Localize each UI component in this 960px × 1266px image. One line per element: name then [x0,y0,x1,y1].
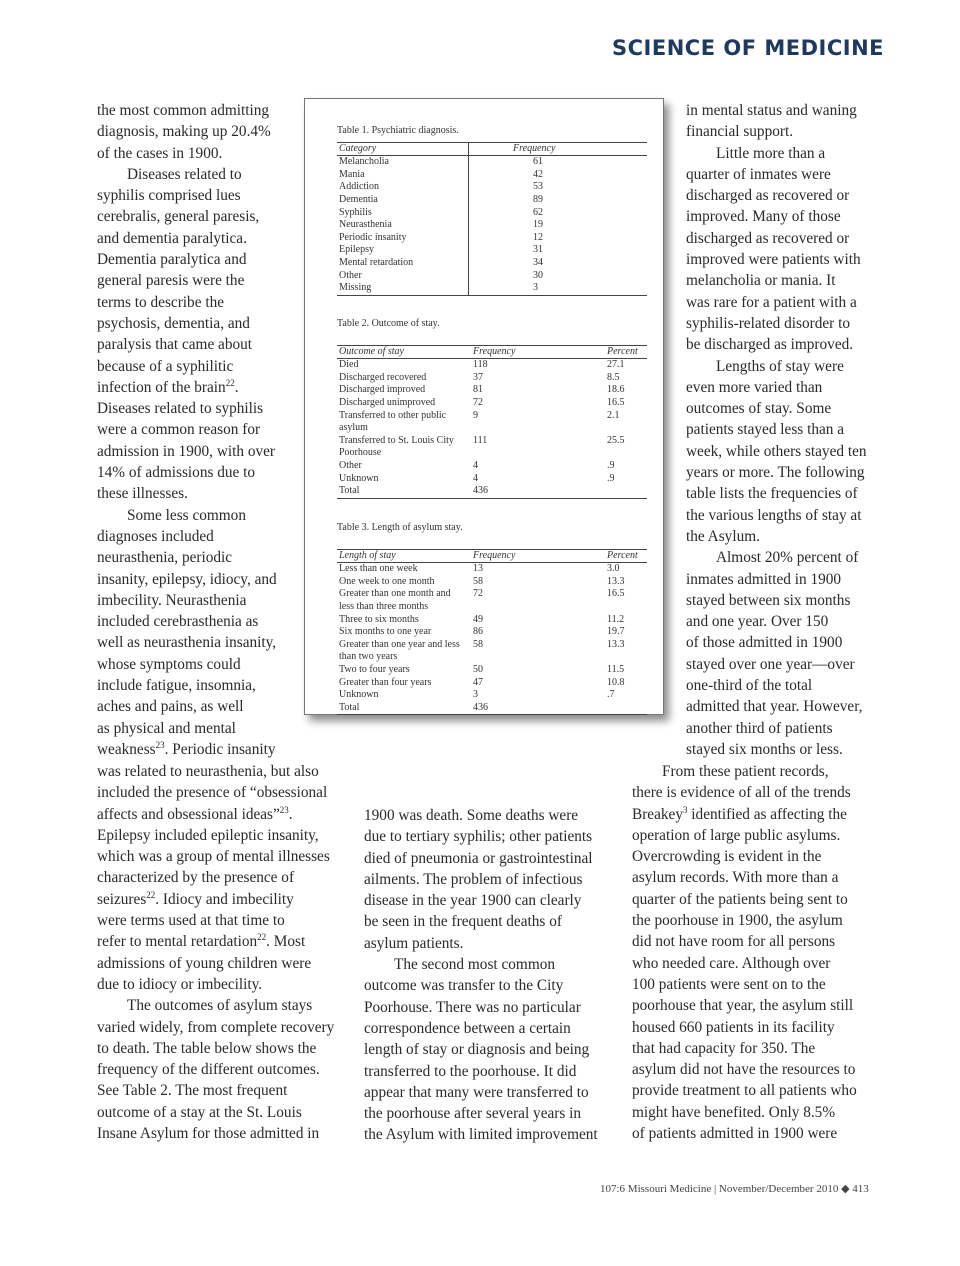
text-line: Epilepsy included epileptic insanity, [97,826,319,844]
table-row: Melancholia 61 [339,156,543,168]
text-line: whose symptoms could [97,655,241,673]
text-line: aches and pains, as well [97,698,244,716]
header-cell: Length of stay [339,549,396,561]
table-row: Other 4 .9 [339,459,615,471]
text-line: died of pneumonia or gastrointestinal [364,849,593,867]
citation: 22 [225,377,235,388]
text-line: Dementia paralytica and [97,251,247,269]
table-row: Unknown 3 .7 [339,689,615,701]
citation: 23 [155,739,165,750]
table-row: Two to four years 50 11.5 [339,663,625,675]
text-line: 100 patients were sent on to the [632,975,826,993]
table-row: Discharged recovered 37 8.5 [339,371,620,383]
text-line: infection of the brain$^{22}$. [97,377,239,396]
text-line: Poorhouse. There was no particular [364,998,581,1016]
text-line: were terms used at that time to [97,912,285,930]
text-line: quarter of the patients being sent to [632,890,848,908]
text-line: even more varied than [686,378,823,396]
text-line: 14% of admissions due to [97,464,256,482]
table-row: Mental retardation 34 [339,256,543,268]
text-line: outcome was transfer to the City [364,977,564,995]
text-line: include fatigue, insomnia, [97,677,256,695]
table-row: Epilepsy 31 [339,244,543,256]
text-line: to death. The table below shows the [97,1039,317,1057]
text-line: Almost 20% percent of [716,549,859,567]
text-line: Diseases related to syphilis [97,400,264,418]
text-line: the most common admitting [97,102,270,119]
column-3-lower [632,761,857,1144]
citation: 23 [279,804,289,815]
text-line: another third of patients [686,719,833,737]
text-line: and one year. Over 150 [686,613,829,631]
table-row: Greater than four years 47 10.8 [339,676,625,688]
table-row: Transferred to St. Louis City Poorhouse 111 25.5 [339,434,625,459]
column-1-upper [97,100,277,760]
text-line: See Table 2. The most frequent [97,1082,288,1100]
table-caption: Table 3. Length of asylum stay. [337,522,463,533]
header-cell: Percent [607,549,638,561]
text-line: of patients admitted in 1900 were [632,1125,838,1143]
text-line: one-third of the total [686,677,813,695]
text-line: admission in 1900, with over [97,442,276,460]
text-line: From these patient records, [662,763,829,780]
text-line: the poorhouse after several years in [364,1105,582,1123]
text-line: housed 660 patients in its facility [632,1018,835,1036]
citation: 22 [257,932,267,943]
text-line: asylum patients. [364,934,464,952]
table-header [337,142,647,157]
text-line: years or more. The following [686,464,865,482]
text-line: were a common reason for [97,421,261,439]
text-line: which was a group of mental illnesses [97,848,330,866]
text-line: there is evidence of all of the trends [632,784,851,802]
table-row: Discharged unimproved 72 16.5 [339,396,625,408]
page-footer: 107:6 Missouri Medicine | November/December 2010 ◆ 413 [600,1183,869,1195]
table-row: Addiction 53 [339,181,543,193]
citation: 22 [146,889,156,900]
table-row: Died 118 27.1 [339,359,625,371]
table-row: Discharged improved 81 18.6 [339,384,625,396]
text-line: operation of large public asylums. [632,826,841,844]
text-line: insanity, epilepsy, idiocy, and [97,570,277,588]
text-line: Diseases related to [127,165,242,183]
text-line: diagnosis, making up 20.4% [97,123,271,141]
text-line: terms to describe the [97,293,225,311]
text-line: Insane Asylum for those admitted in [97,1125,320,1143]
header-cell: Frequency [513,142,556,154]
text-line: syphilis-related disorder to [686,314,850,332]
header-cell: Frequency [473,549,516,561]
text-line: table lists the frequencies of [686,485,858,503]
column-1-lower [97,761,334,1144]
text-line: that had capacity for 350. The [632,1039,816,1057]
header-cell: Percent [607,345,638,357]
table-row: Three to six months 49 11.2 [339,613,625,625]
citation: 3 [682,804,688,815]
text-line: was related to neurasthenia, but also [97,763,319,780]
text-line: Lengths of stay were [716,357,844,375]
text-line: asylum did not have the resources to [632,1061,856,1079]
table-row: Missing 3 [339,282,538,294]
text-line: diagnoses included [97,527,214,545]
text-line: outcome of a stay at the St. Louis [97,1103,302,1121]
header-cell: Frequency [473,345,516,357]
text-line: correspondence between a certain [364,1019,571,1037]
table-row: One week to one month 58 13.3 [339,575,625,587]
text-line: paralysis that came about [97,336,253,354]
text-line: due to tertiary syphilis; other patients [364,828,593,846]
header-cell: Outcome of stay [339,345,404,357]
table-header [337,345,647,360]
text-line: The second most common [394,956,556,974]
text-line: of those admitted in 1900 [686,634,843,652]
table-length-of-stay [337,522,647,715]
text-line: included the presence of “obsessional [97,784,328,802]
text-line: the various lengths of stay at [686,506,862,524]
table-row: Transferred to other public asylum 9 2.1 [339,409,620,434]
text-line: week, while others stayed ten [686,442,867,460]
text-line: Overcrowding is evident in the [632,848,822,866]
table-row: Neurasthenia 19 [339,219,543,231]
text-line: asylum records. With more than a [632,869,839,887]
text-line: Breakey$^3$ identified as affecting the [632,804,847,823]
text-line: the poorhouse in 1900, the asylum [632,912,843,930]
table-header [337,549,647,564]
section-title: SCIENCE OF MEDICINE [612,36,884,60]
header-cell: Category [339,142,377,154]
text-line: 1900 was death. Some deaths were [364,807,579,824]
table-row: Six months to one year 86 19.7 [339,626,625,638]
text-line: financial support. [686,123,794,141]
tables-figure [304,98,664,715]
text-line: ailments. The problem of infectious [364,870,583,888]
text-line: might have benefited. Only 8.5% [632,1103,836,1121]
text-line: cerebralis, general paresis, [97,208,260,226]
text-line: improved were patients with [686,251,861,269]
text-line: varied widely, from complete recovery [97,1018,335,1036]
text-line: outcomes of stay. Some [686,400,832,418]
table-row: Dementia 89 [339,193,543,205]
text-line: discharged as recovered or [686,229,850,247]
text-line: disease in the year 1900 can clearly [364,892,582,910]
text-line: be seen in the frequent deaths of [364,913,562,931]
text-line: well as neurasthenia insanity, [97,634,277,652]
text-line: stayed over one year—over [686,655,855,673]
text-line: frequency of the different outcomes. [97,1061,320,1079]
text-line: improved. Many of those [686,208,841,226]
text-line: provide treatment to all patients who [632,1082,857,1100]
text-line: in mental status and waning [686,102,857,119]
text-line: poorhouse that year, the asylum still [632,997,854,1015]
table-row: Total 436 [339,701,488,713]
text-line: admitted that year. However, [686,698,863,716]
text-line: be discharged as improved. [686,336,854,354]
table-row: Greater than one month and less than three months 72 16.5 [339,588,625,612]
text-line: characterized by the presence of [97,869,295,887]
text-line: syphilis comprised lues [97,187,241,205]
text-line: appear that many were transferred to [364,1083,589,1101]
column-3-upper [686,100,867,760]
text-line: of the cases in 1900. [97,144,223,162]
table-caption: Table 1. Psychiatric diagnosis. [337,125,459,136]
text-line: general paresis were the [97,272,245,290]
text-line: the Asylum with limited improvement [364,1126,598,1144]
text-line: was rare for a patient with a [686,293,857,311]
text-line: psychosis, dementia, and [97,314,250,332]
text-line: melancholia or mania. It [686,272,836,290]
text-line: Little more than a [716,144,826,162]
text-line: affects and obsessional ideas”$^{23}$. [97,804,293,823]
table-row: Mania 42 [339,168,543,180]
table-row: Less than one week 13 3.0 [339,563,620,575]
column-2 [364,805,598,1146]
table-row: Unknown 4 .9 [339,472,615,484]
table-psychiatric-diagnosis [337,125,647,296]
table-outcome-of-stay [337,318,647,499]
text-line: imbecility. Neurasthenia [97,591,247,609]
text-line: included cerebrasthenia as [97,613,259,631]
text-line: Some less common [127,506,246,524]
text-line: neurasthenia, periodic [97,549,233,567]
text-line: as physical and mental [97,719,236,737]
table-row: Greater than one year and less than two years 58 13.3 [339,638,625,663]
text-line: inmates admitted in 1900 [686,570,842,588]
table-row: Periodic insanity 12 [339,231,543,243]
table-caption: Table 2. Outcome of stay. [337,318,440,329]
text-line: discharged as recovered or [686,187,850,205]
text-line: stayed six months or less. [686,740,843,758]
text-line: these illnesses. [97,485,188,503]
text-line: due to idiocy or imbecility. [97,975,263,993]
text-line: admissions of young children were [97,954,312,972]
text-line: stayed between six months [686,591,851,609]
table-row: Other 30 [339,269,543,281]
text-line: refer to mental retardation$^{22}$. Most [97,932,306,951]
text-line: because of a syphilitic [97,357,234,375]
text-line: did not have room for all persons [632,933,836,951]
text-line: The outcomes of asylum stays [127,997,313,1015]
text-line: length of stay or diagnosis and being [364,1041,590,1059]
text-line: the Asylum. [686,527,760,545]
text-line: transferred to the poorhouse. It did [364,1062,577,1080]
text-line: who needed care. Although over [632,954,831,972]
text-line: patients stayed less than a [686,421,845,439]
text-line: quarter of inmates were [686,165,831,183]
table-row: Syphilis 62 [339,206,543,218]
text-line: and dementia paralytica. [97,229,247,247]
text-line: seizures$^{22}$. Idiocy and imbecility [97,889,294,908]
table-row: Total 436 [339,485,488,497]
text-line: weakness$^{23}$. Periodic insanity [97,739,276,758]
